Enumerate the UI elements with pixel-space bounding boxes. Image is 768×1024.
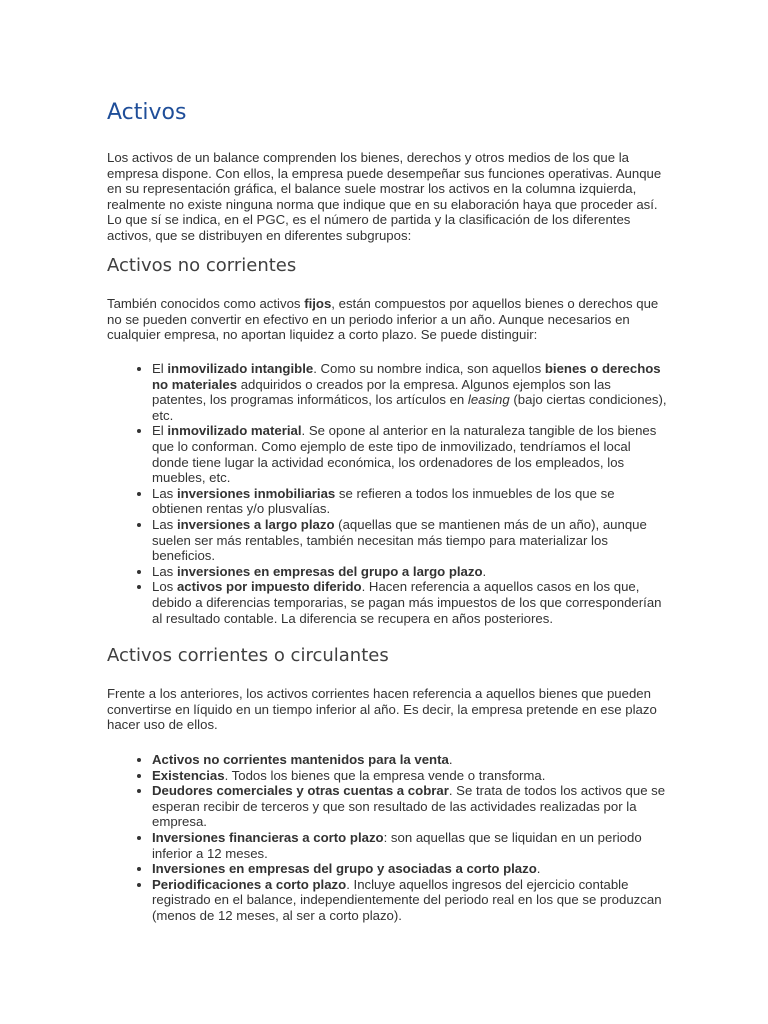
list-item: • El inmovilizado intangible. Como su nombre indica, son aquellos bienes o derechos no materiales adquiridos o creados por la empresa. Algunos ejemplos son las patentes, los programas informáticos, los artículos en leasing (bajo ciertas condiciones), etc. [152, 361, 667, 423]
list-item: • Existencias. Todos los bienes que la empresa vende o transforma. [152, 768, 667, 784]
list-item: • Las inversiones a largo plazo (aquellas que se mantienen más de un año), aunque suelen ser más rentables, también necesitan más tiempo para materializar los beneficios. [152, 517, 667, 564]
list-item: • Los activos por impuesto diferido. Hacen referencia a aquellos casos en los que, debido a diferencias temporarias, se pagan más impuestos de los que corresponderían al resultado contable. La diferencia se recupera en años posteriores. [152, 579, 667, 626]
current-assets-list [107, 752, 667, 924]
section-heading-non-current: Activos no corrientes [107, 255, 297, 276]
non-current-intro-paragraph: También conocidos como activos fijos, están compuestos por aquellos bienes o derechos que no se pueden convertir en efectivo en un periodo inferior a un año. Aunque necesarios en cualquier empresa, no aportan liquidez a corto plazo. Se puede distinguir: [107, 296, 659, 343]
list-item: • El inmovilizado material. Se opone al anterior en la naturaleza tangible de los bienes que lo conforman. Como ejemplo de este tipo de inmovilizado, tendríamos el local donde tiene lugar la actividad económica, los ordenadores de los empleados, los muebles, etc. [152, 423, 667, 485]
intro-paragraph: Los activos de un balance comprenden los bienes, derechos y otros medios de los que la empresa dispone. Con ellos, la empresa puede desempeñar sus funciones operativas. Aunque en su representación gráfica, el balance suele mostrar los activos en la columna izquierda, realmente no existe ninguna norma que indique que en su elaboración haya que proceder así. Lo que sí se indica, en el PGC, es el número de partida y la clasificación de los diferentes activos, que se distribuyen en diferentes subgrupos: [107, 150, 662, 243]
list-item: • Las inversiones inmobiliarias se refieren a todos los inmuebles de los que se obtienen rentas y/o plusvalías. [152, 486, 667, 517]
non-current-assets-list [107, 361, 667, 626]
list-item: • Inversiones en empresas del grupo y asociadas a corto plazo. [152, 861, 667, 877]
list-item: • Periodificaciones a corto plazo. Incluye aquellos ingresos del ejercicio contable registrado en el balance, independientemente del periodo real en los que se produzcan (menos de 12 meses, al ser a corto plazo). [152, 877, 667, 924]
list-item: • Inversiones financieras a corto plazo: son aquellas que se liquidan en un periodo inferior a 12 meses. [152, 830, 667, 861]
current-intro-paragraph: Frente a los anteriores, los activos corrientes hacen referencia a aquellos bienes que pueden convertirse en líquido en un tiempo inferior al año. Es decir, la empresa pretende en ese plazo hacer uso de ellos. [107, 686, 657, 733]
list-item: • Las inversiones en empresas del grupo a largo plazo. [152, 564, 667, 580]
list-item: • Deudores comerciales y otras cuentas a cobrar. Se trata de todos los activos que se esperan recibir de terceros y que son resultado de las actividades realizadas por la empresa. [152, 783, 667, 830]
list-item: • Activos no corrientes mantenidos para la venta. [152, 752, 667, 768]
section-heading-current: Activos corrientes o circulantes [107, 645, 389, 666]
page-title: Activos [107, 100, 187, 125]
